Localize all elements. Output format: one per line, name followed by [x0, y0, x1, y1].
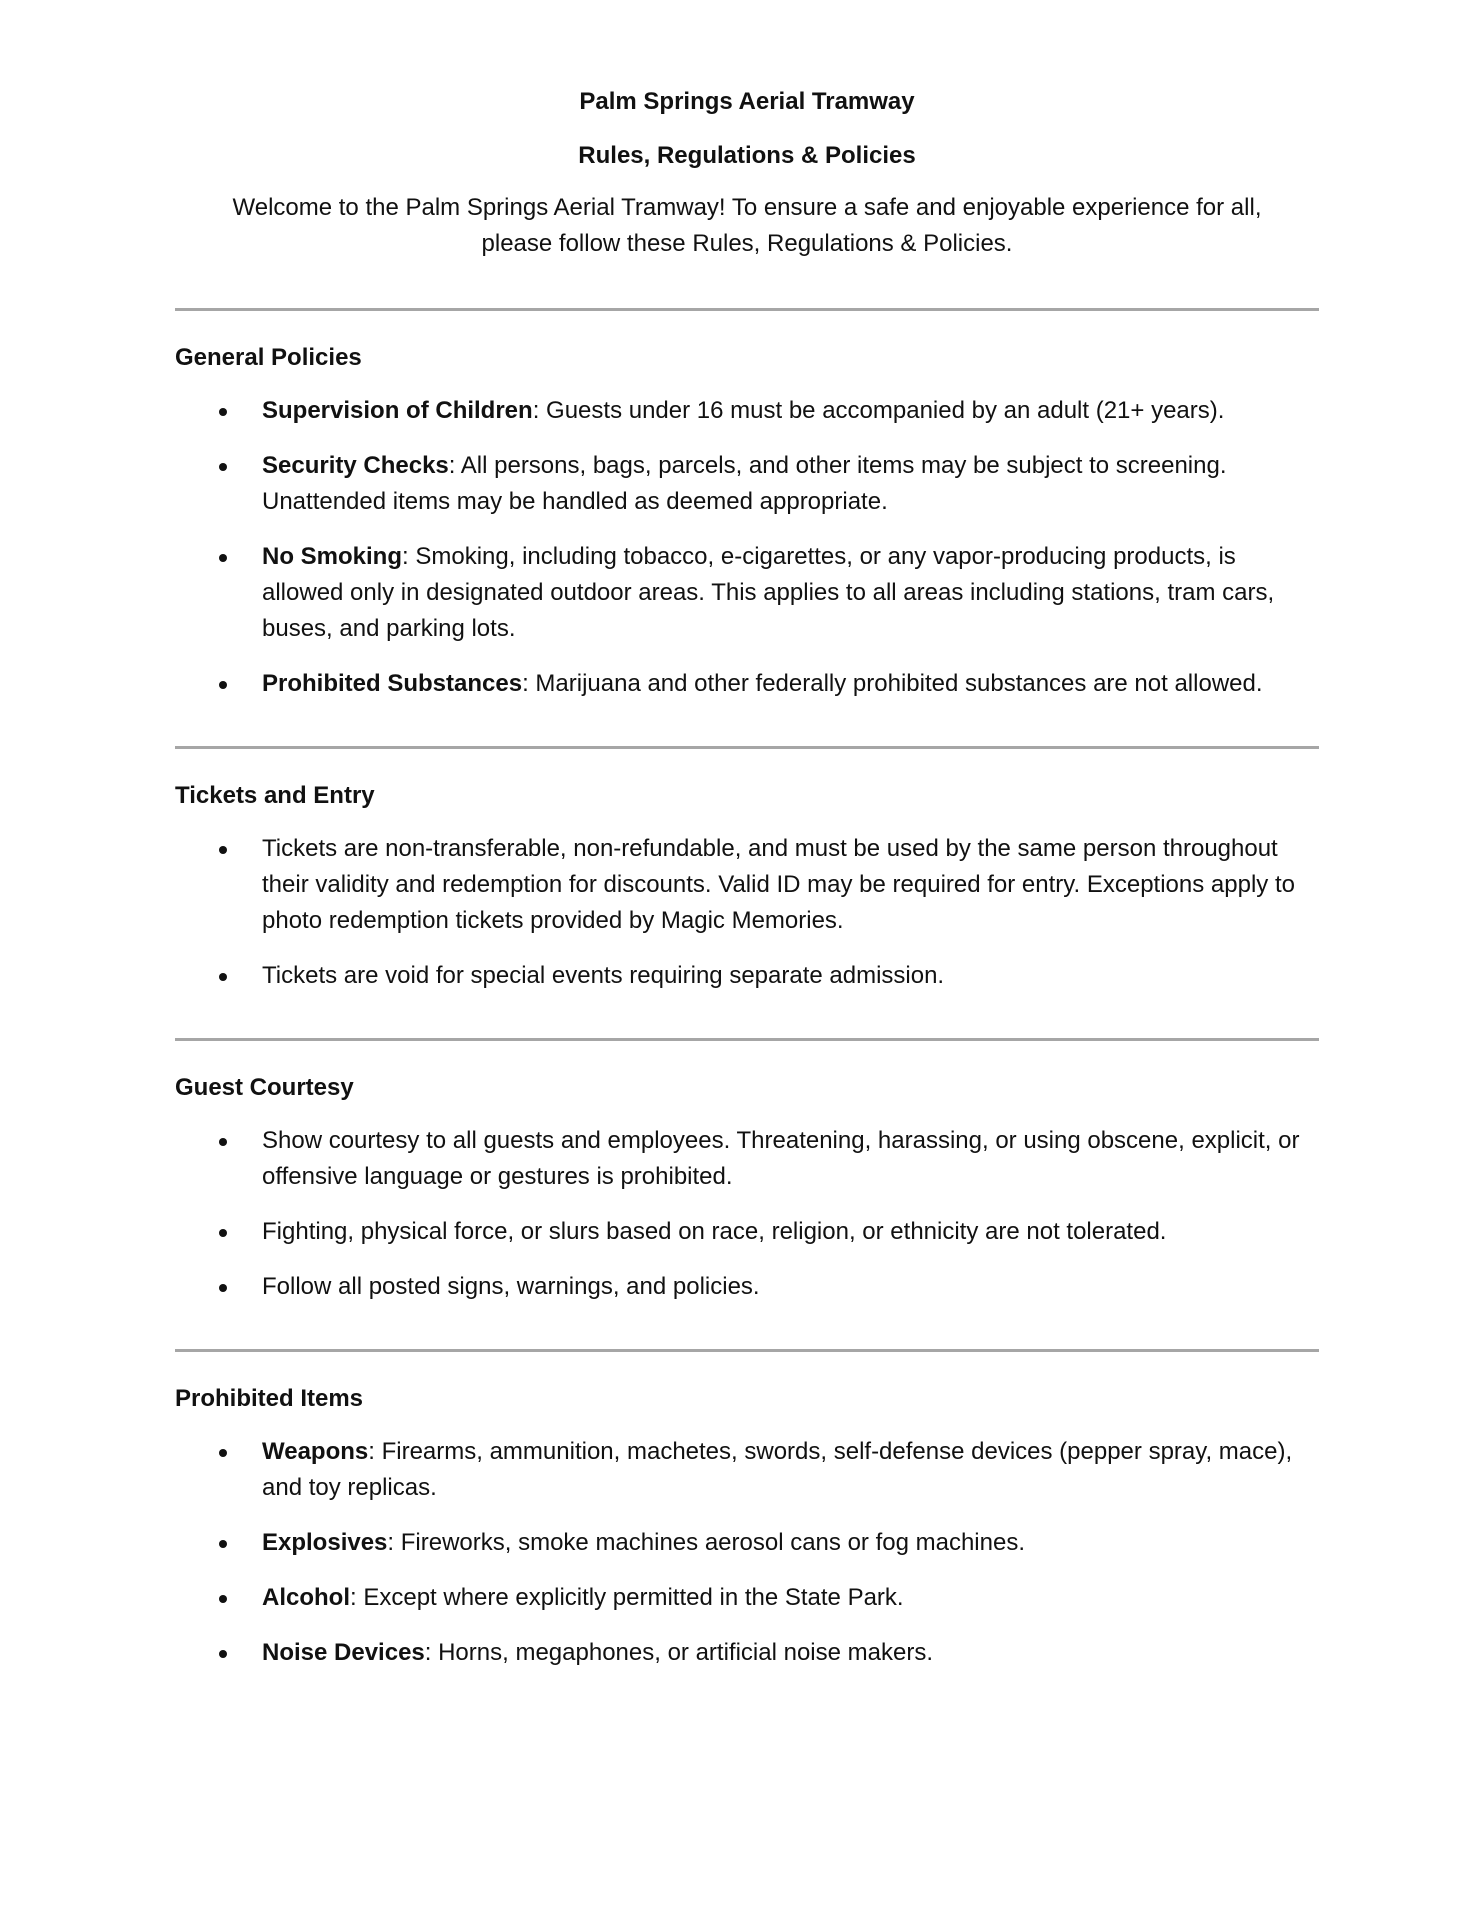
bullet-icon	[219, 1650, 227, 1658]
general-policies-list	[175, 393, 1319, 702]
item-term: Prohibited Substances	[262, 670, 523, 697]
list-item	[175, 666, 1319, 702]
section-heading-guest-courtesy: Guest Courtesy	[175, 1074, 354, 1101]
list-item	[175, 1580, 1319, 1616]
bullet-icon	[219, 681, 227, 689]
bullet-icon	[219, 846, 227, 854]
list-item	[175, 831, 1319, 939]
bullet-icon	[219, 973, 227, 981]
item-text: : Fireworks, smoke machines aerosol cans or fog machines.	[387, 1529, 1025, 1556]
bullet-icon	[219, 1284, 227, 1292]
bullet-icon	[219, 463, 227, 471]
list-item	[175, 1635, 1319, 1671]
bullet-icon	[219, 1229, 227, 1237]
bullet-icon	[219, 1540, 227, 1548]
bullet-icon	[219, 554, 227, 562]
section-divider	[175, 746, 1319, 749]
list-item	[175, 1434, 1319, 1506]
item-text: : Horns, megaphones, or artificial noise makers.	[424, 1639, 933, 1666]
item-text: Show courtesy to all guests and employees. Threatening, harassing, or using obscene, explicit, or offensive language or gestures is prohibited.	[262, 1127, 1300, 1190]
bullet-icon	[219, 408, 227, 416]
section-heading-general-policies: General Policies	[175, 344, 362, 371]
item-term: Alcohol	[262, 1584, 350, 1611]
section-divider	[175, 308, 1319, 311]
prohibited-items-list	[175, 1434, 1319, 1671]
list-item	[175, 448, 1319, 520]
document-page	[175, 82, 1319, 1715]
item-text: Fighting, physical force, or slurs based on race, religion, or ethnicity are not tolerated.	[262, 1218, 1167, 1245]
bullet-icon	[219, 1138, 227, 1146]
item-text: : Except where explicitly permitted in the State Park.	[350, 1584, 904, 1611]
item-text: : Firearms, ammunition, machetes, swords, self-defense devices (pepper spray, mace), and toy replicas.	[262, 1438, 1293, 1501]
section-divider	[175, 1038, 1319, 1041]
document-subtitle: Rules, Regulations & Policies	[578, 142, 916, 169]
section-heading-prohibited-items: Prohibited Items	[175, 1385, 364, 1412]
item-text: : Guests under 16 must be accompanied by an adult (21+ years).	[532, 397, 1225, 424]
section-heading-tickets-and-entry: Tickets and Entry	[175, 782, 375, 809]
bullet-icon	[219, 1595, 227, 1603]
item-term: Explosives	[262, 1529, 388, 1556]
guest-courtesy-list	[175, 1123, 1319, 1305]
list-item	[175, 1123, 1319, 1195]
item-term: Supervision of Children	[262, 397, 533, 424]
list-item	[175, 1269, 1319, 1305]
list-item	[175, 1525, 1319, 1561]
item-text: : Smoking, including tobacco, e-cigarettes, or any vapor-producing products, is allowed only in designated outdoor areas. This applies to all areas including stations, tram cars, buses, and parking lots.	[262, 543, 1275, 642]
item-term: Noise Devices	[262, 1639, 425, 1666]
tickets-and-entry-list	[175, 831, 1319, 994]
item-term: Weapons	[262, 1438, 369, 1465]
item-text: Tickets are non-transferable, non-refundable, and must be used by the same person throughout their validity and redemption for discounts. Valid ID may be required for entry. Exceptions apply to photo redemption tickets provided by Magic Memories.	[262, 835, 1295, 934]
item-text: Follow all posted signs, warnings, and policies.	[262, 1273, 760, 1300]
list-item	[175, 539, 1319, 647]
item-term: Security Checks	[262, 452, 449, 479]
list-item	[175, 1214, 1319, 1250]
item-text: : All persons, bags, parcels, and other items may be subject to screening. Unattended items may be handled as deemed appropriate.	[262, 452, 1227, 515]
item-text: Tickets are void for special events requiring separate admission.	[262, 962, 945, 989]
document-title: Palm Springs Aerial Tramway	[579, 88, 915, 115]
bullet-icon	[219, 1449, 227, 1457]
item-term: No Smoking	[262, 543, 403, 570]
list-item	[175, 958, 1319, 994]
intro-paragraph: Welcome to the Palm Springs Aerial Tramway! To ensure a safe and enjoyable experience for all, please follow these Rules, Regulations & Policies.	[232, 194, 1262, 257]
item-text: : Marijuana and other federally prohibited substances are not allowed.	[522, 670, 1263, 697]
list-item	[175, 393, 1319, 429]
section-divider	[175, 1349, 1319, 1352]
